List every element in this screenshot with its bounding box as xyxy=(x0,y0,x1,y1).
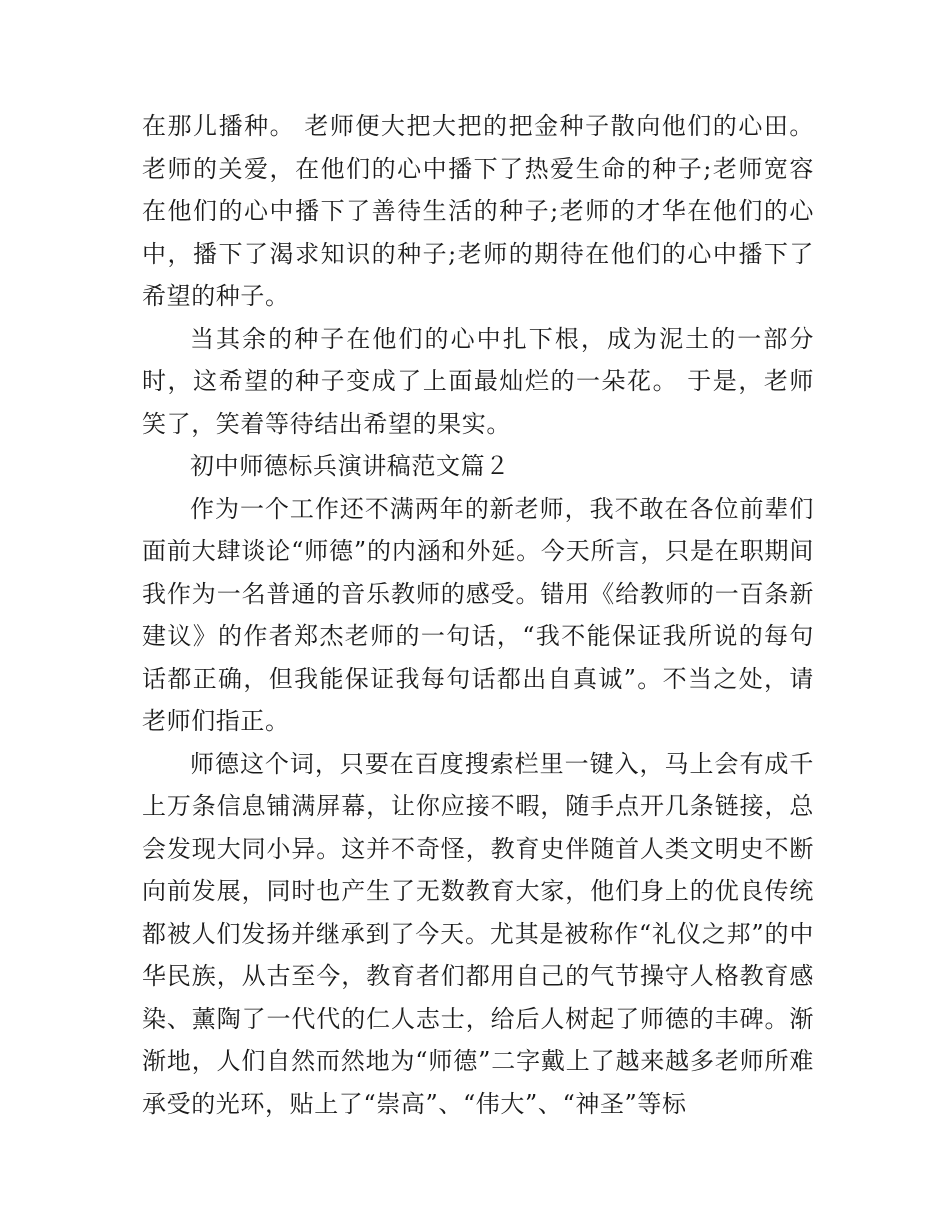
paragraph: 当其余的种子在他们的心中扎下根，成为泥土的一部分时，这希望的种子变成了上面最灿烂的一朵花。 于是，老师笑了，笑着等待结出希望的果实。 xyxy=(142,324,814,438)
paragraph: 师德这个词，只要在百度搜索栏里一键入，马上会有成千上万条信息铺满屏幕，让你应接不暇，随手点开几条链接，总会发现大同小异。这并不奇怪，教育史伴随首人类文明史不断向前发展，同时也产生了无数教育大家，他们身上的优良传统都被人们发扬并继承到了今天。尤其是被称作“礼仪之邦”的中华民族，从古至今，教育者们都用自己的气节操守人格教育感染、薰陶了一代代的仁人志士，给后人树起了师德的丰碑。渐渐地，人们自然而然地为“师德”二字戴上了越来越多老师所难承受的光环，贴上了“崇高”、“伟大”、“神圣”等标 xyxy=(142,749,814,1118)
paragraph-continuation: 在那儿播种。 老师便大把大把的把金种子散向他们的心田。老师的关爱，在他们的心中播下了热爱生命的种子;老师宽容在他们的心中播下了善待生活的种子;老师的才华在他们的心中，播下了渴求知识的种子;老师的期待在他们的心中播下了希望的种子。 xyxy=(142,112,814,310)
document-body xyxy=(142,105,814,1125)
paragraph: 作为一个工作还不满两年的新老师，我不敢在各位前辈们面前大肆谈论“师德”的内涵和外延。今天所言，只是在职期间我作为一名普通的音乐教师的感受。错用《给教师的一百条新建议》的作者郑杰老师的一句话，“我不能保证我所说的每句话都正确，但我能保证我每句话都出自真诚”。不当之处，请老师们指正。 xyxy=(142,494,814,735)
section-heading: 初中师德标兵演讲稿范文篇２ xyxy=(190,452,510,480)
